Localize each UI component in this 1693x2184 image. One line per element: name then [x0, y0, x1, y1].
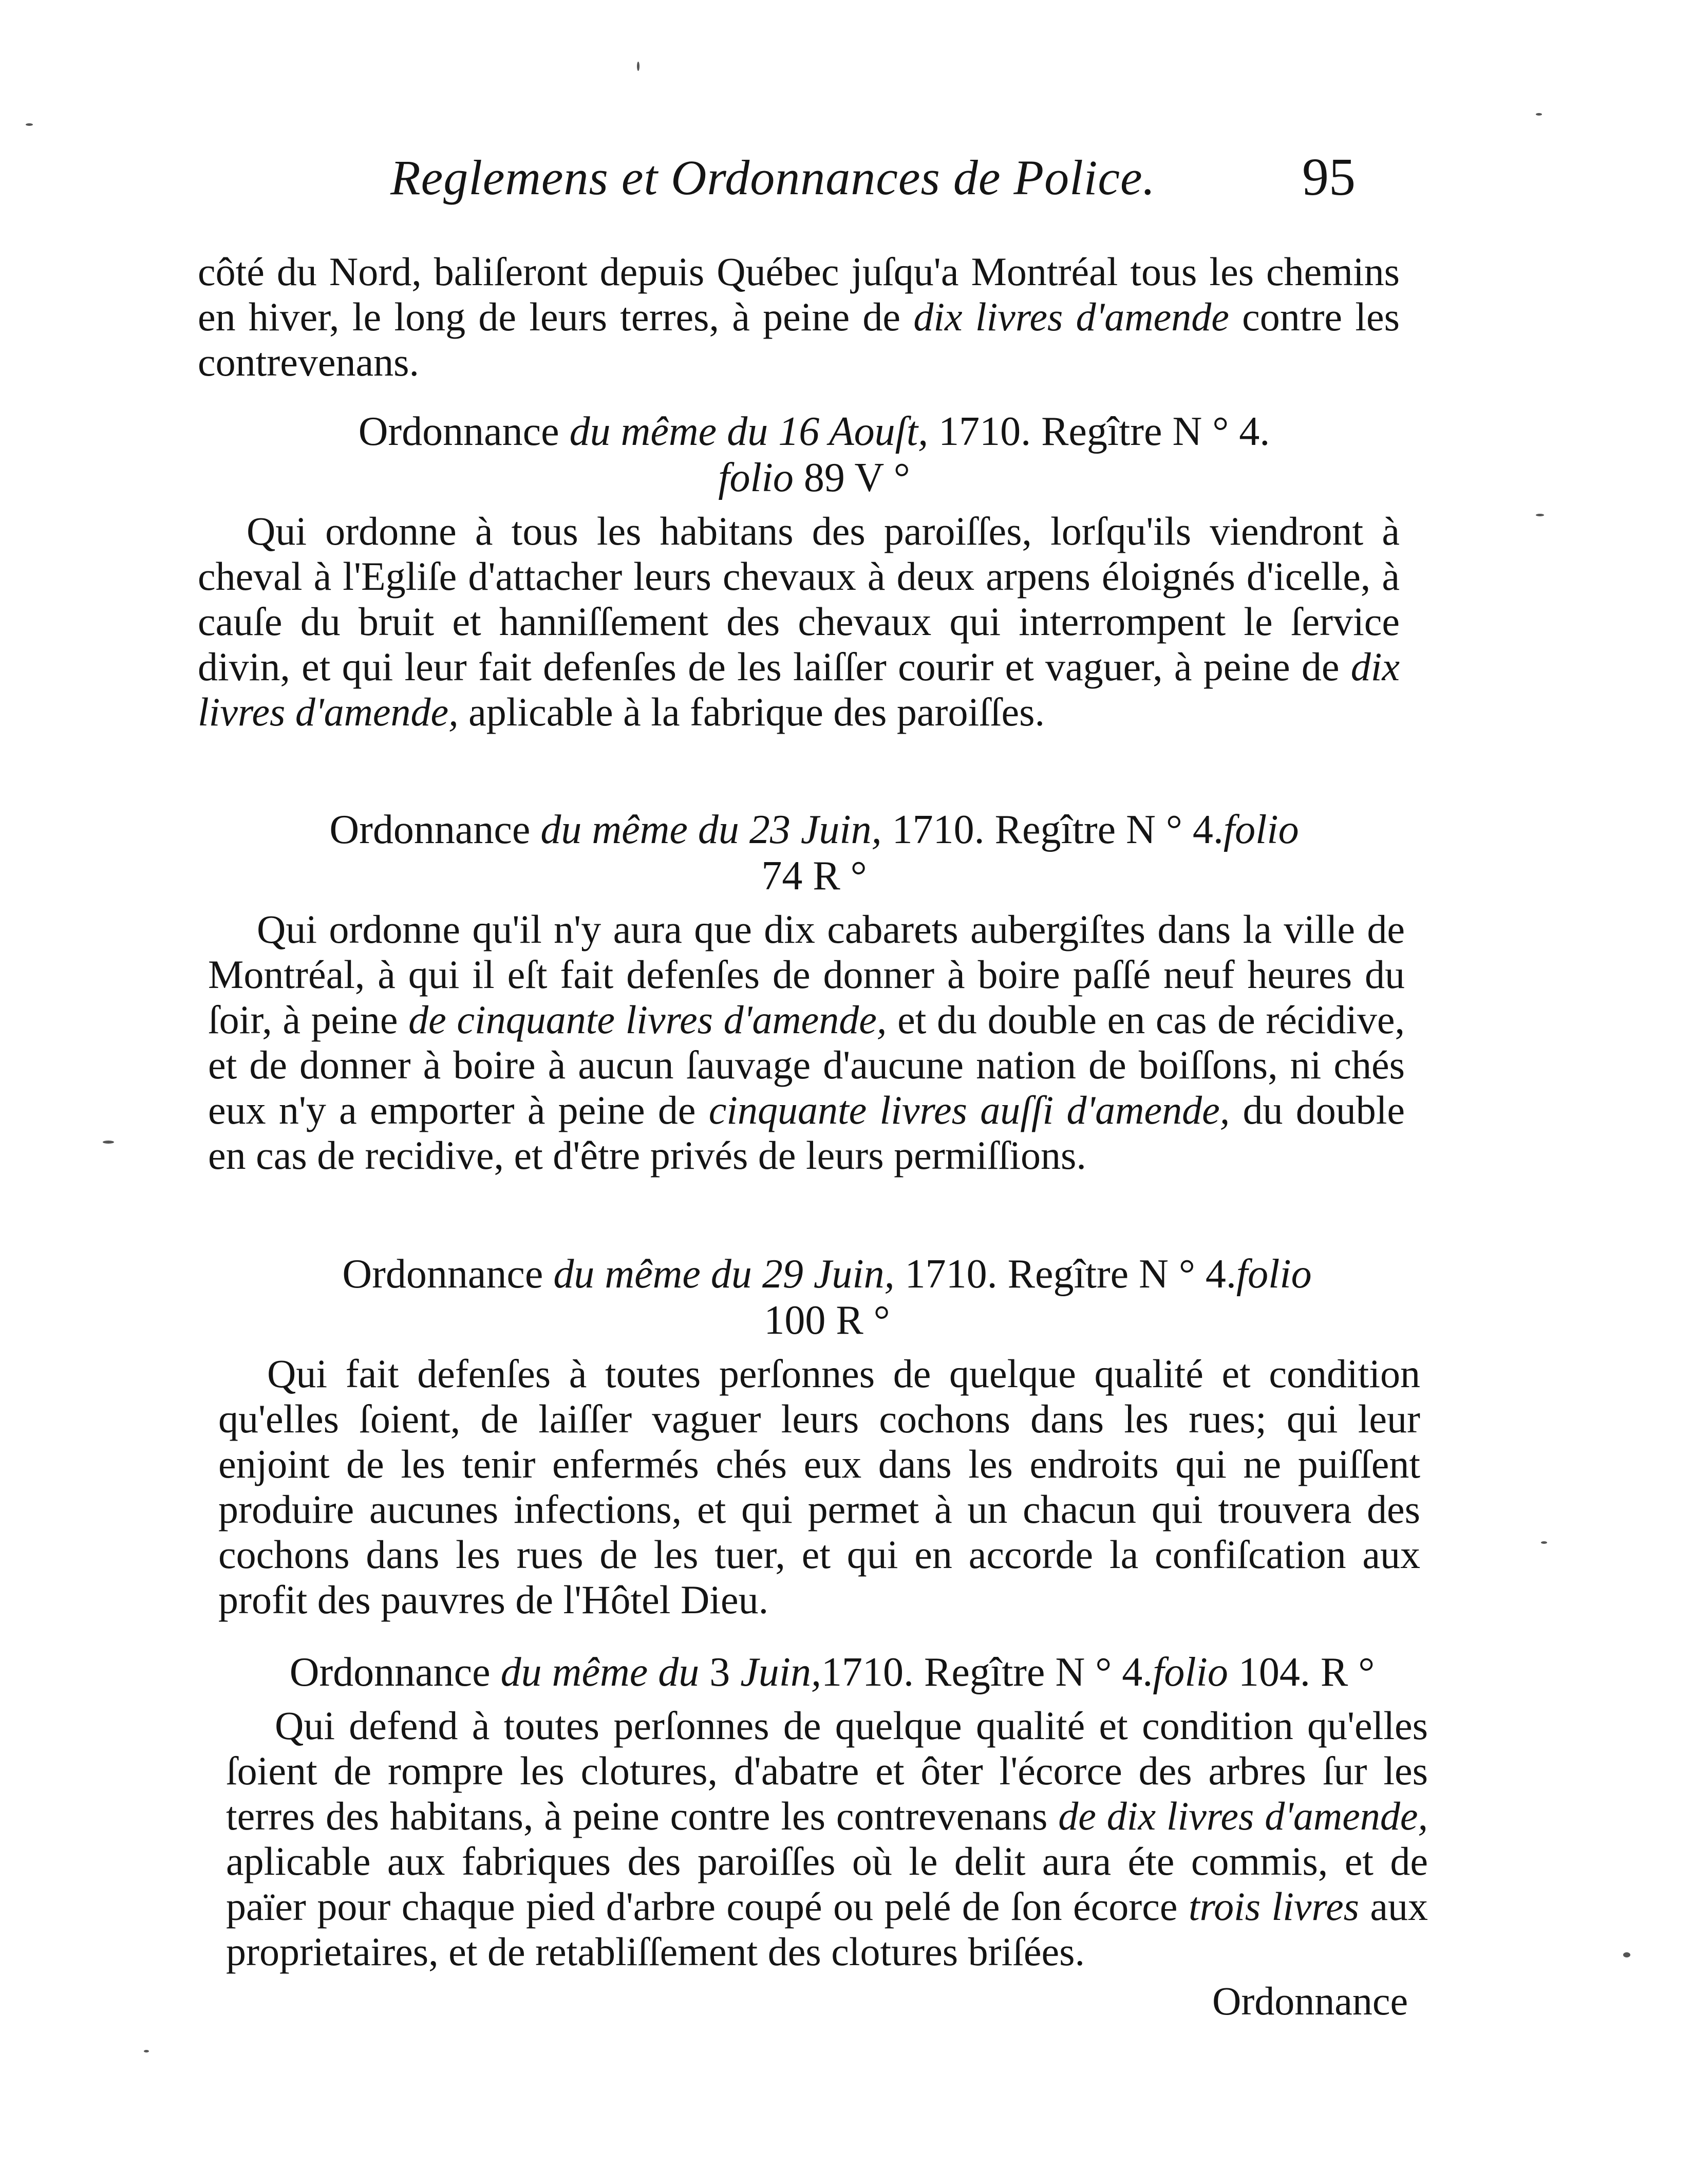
- scan-speck: [637, 62, 639, 71]
- scan-speck: [144, 2050, 149, 2052]
- entry-3-body: Qui fait defenſes à toutes perſonnes de quelque qualité et condition qu'elles ſoient, de laiſſer vaguer leurs cochons dans les rues; qui leur enjoint de les tenir enfermés chés eux dans les endroits qui ne puiſſent produire aucunes infections, et qui permet à un chacun qui trouvera des cochons dans les rues de les tuer, et qui en accorde la confiſcation aux profit des pauvres de l'Hôtel Dieu.: [218, 1351, 1420, 1622]
- entry-2-heading-line-1: Ordonnance du même du 23 Juin, 1710. Regître N ° 4.folio: [329, 807, 1299, 852]
- entry-1-body: Qui ordonne à tous les habitans des paroiſſes, lorſqu'ils viendront à cheval à l'Egliſe d'attacher leurs chevaux à deux arpens éloignés d'icelle, à cauſe du bruit et hanniſſement des chevaux qui interrompent le ſervice divin, et qui leur fait defenſes de les laiſſer courir et vaguer, à peine de dix livres d'amende, aplicable à la fabrique des paroiſſes.: [198, 509, 1400, 734]
- entry-3-heading: [241, 1251, 1413, 1343]
- catchword: Ordonnance: [1212, 1978, 1408, 2023]
- continuation-italic: dix livres d'amende: [913, 294, 1229, 339]
- running-title: Reglemens et Ordonnances de Police.: [390, 150, 1156, 205]
- entry-2-heading-line-2: 74 R °: [761, 853, 867, 899]
- entry-2-body: Qui ordonne qu'il n'y aura que dix cabarets aubergiſtes dans la ville de Montréal, à qui il eſt fait defenſes de donner à boire paſſé neuf heures du ſoir, à peine de cinquante livres d'amende, et du double en cas de récidive, et de donner à boire à aucun ſauvage d'aucune nation de boiſſons, ni chés eux n'y a emporter à peine de cinquante livres auſſi d'amende, du double en cas de recidive, et d'être privés de leurs permiſſions.: [208, 907, 1405, 1178]
- page-number: 95: [1302, 147, 1356, 207]
- continuation-text-1: côté du Nord, baliſeront depuis Québec juſqu'a Montréal tous les chemins en hiver, le long de leurs terres, à peine de: [198, 249, 1400, 339]
- entry-1-heading-line-2: folio 89 V °: [718, 455, 910, 500]
- entry-1-heading-line-1: Ordonnance du même du 16 Aouſt, 1710. Regître N ° 4.: [358, 409, 1270, 454]
- entry-3-heading-line-1: Ordonnance du même du 29 Juin, 1710. Regître N ° 4.folio: [342, 1252, 1312, 1297]
- scan-speck: [1623, 1952, 1630, 1957]
- entry-4-heading-line-1: Ordonnance du même du 3 Juin,1710. Regître N ° 4.folio 104. R °: [289, 1650, 1375, 1695]
- continuation-paragraph: [198, 249, 1400, 385]
- scan-speck: [1541, 1541, 1547, 1544]
- entry-1-heading: [226, 408, 1402, 501]
- entry-3-heading-line-2: 100 R °: [764, 1298, 890, 1343]
- scan-speck: [103, 1141, 114, 1144]
- scan-speck: [26, 123, 33, 126]
- scan-speck: [1536, 113, 1542, 116]
- scan-speck: [1536, 514, 1544, 516]
- entry-4-heading: [241, 1649, 1423, 1695]
- entry-2-heading: [226, 807, 1402, 899]
- entry-4-body: Qui defend à toutes perſonnes de quelque qualité et condition qu'elles ſoient de rompre les clotures, d'abatre et ôter l'écorce des arbres ſur les terres des habitans, à peine contre les contrevenans de dix livres d'amende, aplicable aux fabriques des paroiſſes où le delit aura éte commis, et de païer pour chaque pied d'arbre coupé ou pelé de ſon écorce trois livres aux proprietaires, et de retabliſſement des clotures briſées.: [226, 1703, 1428, 1974]
- continuation-text-2: contre les contrevenans.: [198, 294, 1400, 384]
